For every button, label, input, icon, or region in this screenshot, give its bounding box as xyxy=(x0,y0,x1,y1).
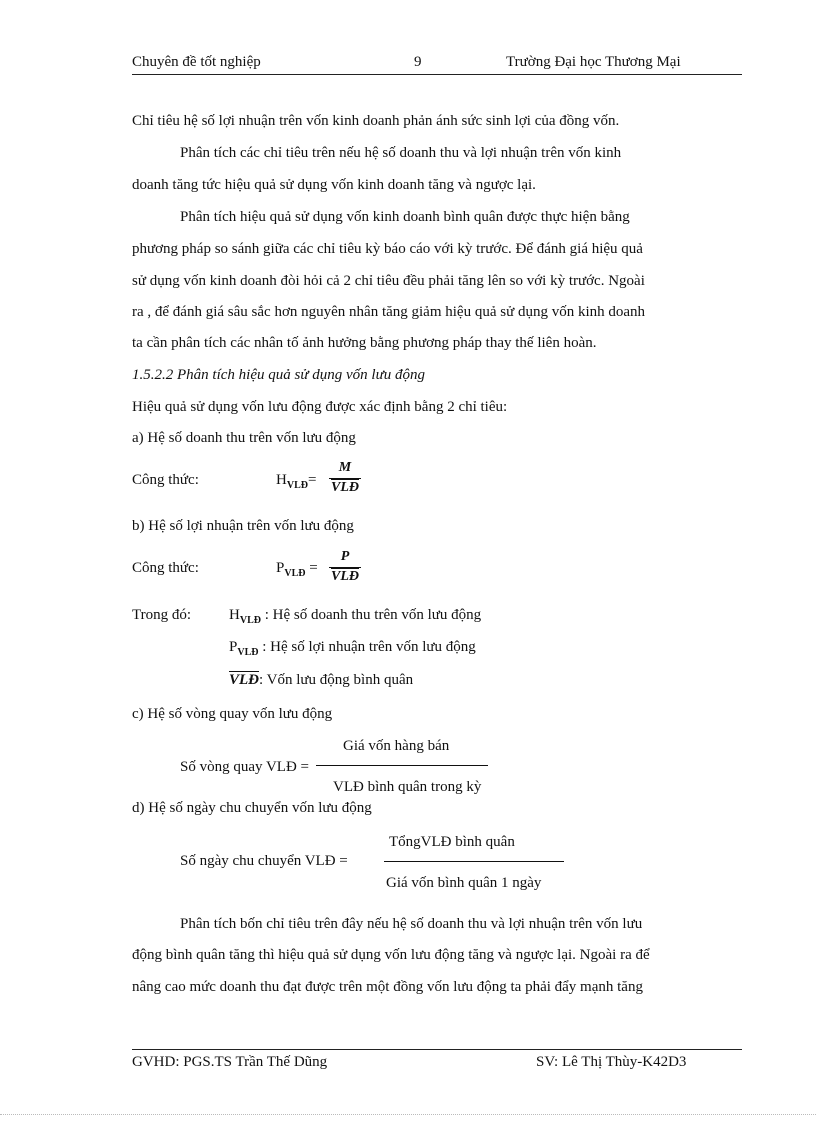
section-heading: 1.5.2.2 Phân tích hiệu quả sử dụng vốn lưu động xyxy=(132,367,426,383)
list-item-a: a) Hệ số doanh thu trên vốn lưu động xyxy=(132,430,356,446)
header-right: Trường Đại học Thương Mại xyxy=(506,54,681,70)
formula-label: Công thức: xyxy=(132,472,199,488)
fraction-numerator: P xyxy=(340,549,350,564)
header-rule xyxy=(132,74,742,75)
paragraph-line: động bình quân tăng thì hiệu quả sử dụng vốn lưu động tăng và ngược lại. Ngoài ra để xyxy=(132,947,650,963)
list-item-c: c) Hệ số vòng quay vốn lưu động xyxy=(132,706,333,722)
fraction-numerator: Giá vốn hàng bán xyxy=(343,738,450,754)
paragraph-line: doanh tăng tức hiệu quả sử dụng vốn kinh doanh tăng và ngược lại. xyxy=(132,177,536,193)
footer-rule xyxy=(132,1049,742,1050)
list-item-b: b) Hệ số lợi nhuận trên vốn lưu động xyxy=(132,518,354,534)
formula-lhs: Số vòng quay VLĐ = xyxy=(180,759,310,775)
formula-fraction xyxy=(329,549,361,585)
fraction-numerator: M xyxy=(338,460,352,475)
fraction-denominator: $\overline{VLĐ}$ xyxy=(331,569,359,584)
paragraph-line: Phân tích các chỉ tiêu trên nếu hệ số doanh thu và lợi nhuận trên vốn kinh xyxy=(180,145,622,161)
paragraph-line: Phân tích hiệu quả sử dụng vốn kinh doanh bình quân được thực hiện bằng xyxy=(180,209,630,225)
formula-lhs: $H_{VLĐ}=$ xyxy=(276,472,317,491)
formula-lhs: $P_{VLĐ}$ = xyxy=(276,560,318,579)
formula-label: Công thức: xyxy=(132,560,199,576)
page-bottom-edge xyxy=(0,1114,816,1115)
definition-line: $H_{VLĐ}$ : Hệ số doanh thu trên vốn lưu động xyxy=(229,607,482,626)
fraction-denominator: Giá vốn bình quân 1 ngày xyxy=(386,875,542,891)
header-left: Chuyên đề tốt nghiệp xyxy=(132,54,261,70)
paragraph-line: nâng cao mức doanh thu đạt được trên một đồng vốn lưu động ta phải đẩy mạnh tăng xyxy=(132,979,643,995)
fraction-denominator: $\overline{VLĐ}$ xyxy=(331,480,359,495)
header-page-number: 9 xyxy=(414,54,422,70)
paragraph-line: Phân tích bốn chỉ tiêu trên đây nếu hệ số doanh thu và lợi nhuận trên vốn lưu xyxy=(180,916,643,932)
formula-lhs: Số ngày chu chuyển VLĐ = xyxy=(180,853,348,869)
fraction-bar xyxy=(329,567,361,568)
where-label: Trong đó: xyxy=(132,607,192,623)
paragraph-line: sử dụng vốn kinh doanh đòi hỏi cả 2 chỉ tiêu đều phải tăng lên so với kỳ trước. Ngoài xyxy=(132,273,645,289)
fraction-denominator: VLĐ bình quân trong kỳ xyxy=(333,779,482,795)
paragraph-line: ta cần phân tích các nhân tố ảnh hưởng bằng phương pháp thay thế liên hoàn. xyxy=(132,335,597,351)
formula-fraction xyxy=(329,460,361,496)
definition-line: $P_{VLĐ}$ : Hệ số lợi nhuận trên vốn lưu động xyxy=(229,639,476,658)
fraction-bar xyxy=(384,861,564,862)
paragraph-line: ra , để đánh giá sâu sắc hơn nguyên nhân tăng giảm hiệu quả sử dụng vốn kinh doanh xyxy=(132,304,646,320)
definition-line: $\overline{VLĐ}$: Vốn lưu động bình quân xyxy=(229,672,414,688)
footer-right: SV: Lê Thị Thùy-K42D3 xyxy=(536,1054,687,1070)
list-item-d: d) Hệ số ngày chu chuyển vốn lưu động xyxy=(132,800,372,816)
paragraph-line: Chỉ tiêu hệ số lợi nhuận trên vốn kinh doanh phản ánh sức sinh lợi của đồng vốn. xyxy=(132,113,620,129)
fraction-bar xyxy=(316,765,488,766)
paragraph-line: Hiệu quả sử dụng vốn lưu động được xác định bằng 2 chỉ tiêu: xyxy=(132,399,508,415)
paragraph-line: phương pháp so sánh giữa các chỉ tiêu kỳ báo cáo với kỳ trước. Để đánh giá hiệu quả xyxy=(132,241,643,257)
footer-left: GVHD: PGS.TS Trần Thế Dũng xyxy=(132,1054,328,1070)
fraction-numerator: TổngVLĐ bình quân xyxy=(389,834,515,850)
fraction-bar xyxy=(329,478,361,479)
